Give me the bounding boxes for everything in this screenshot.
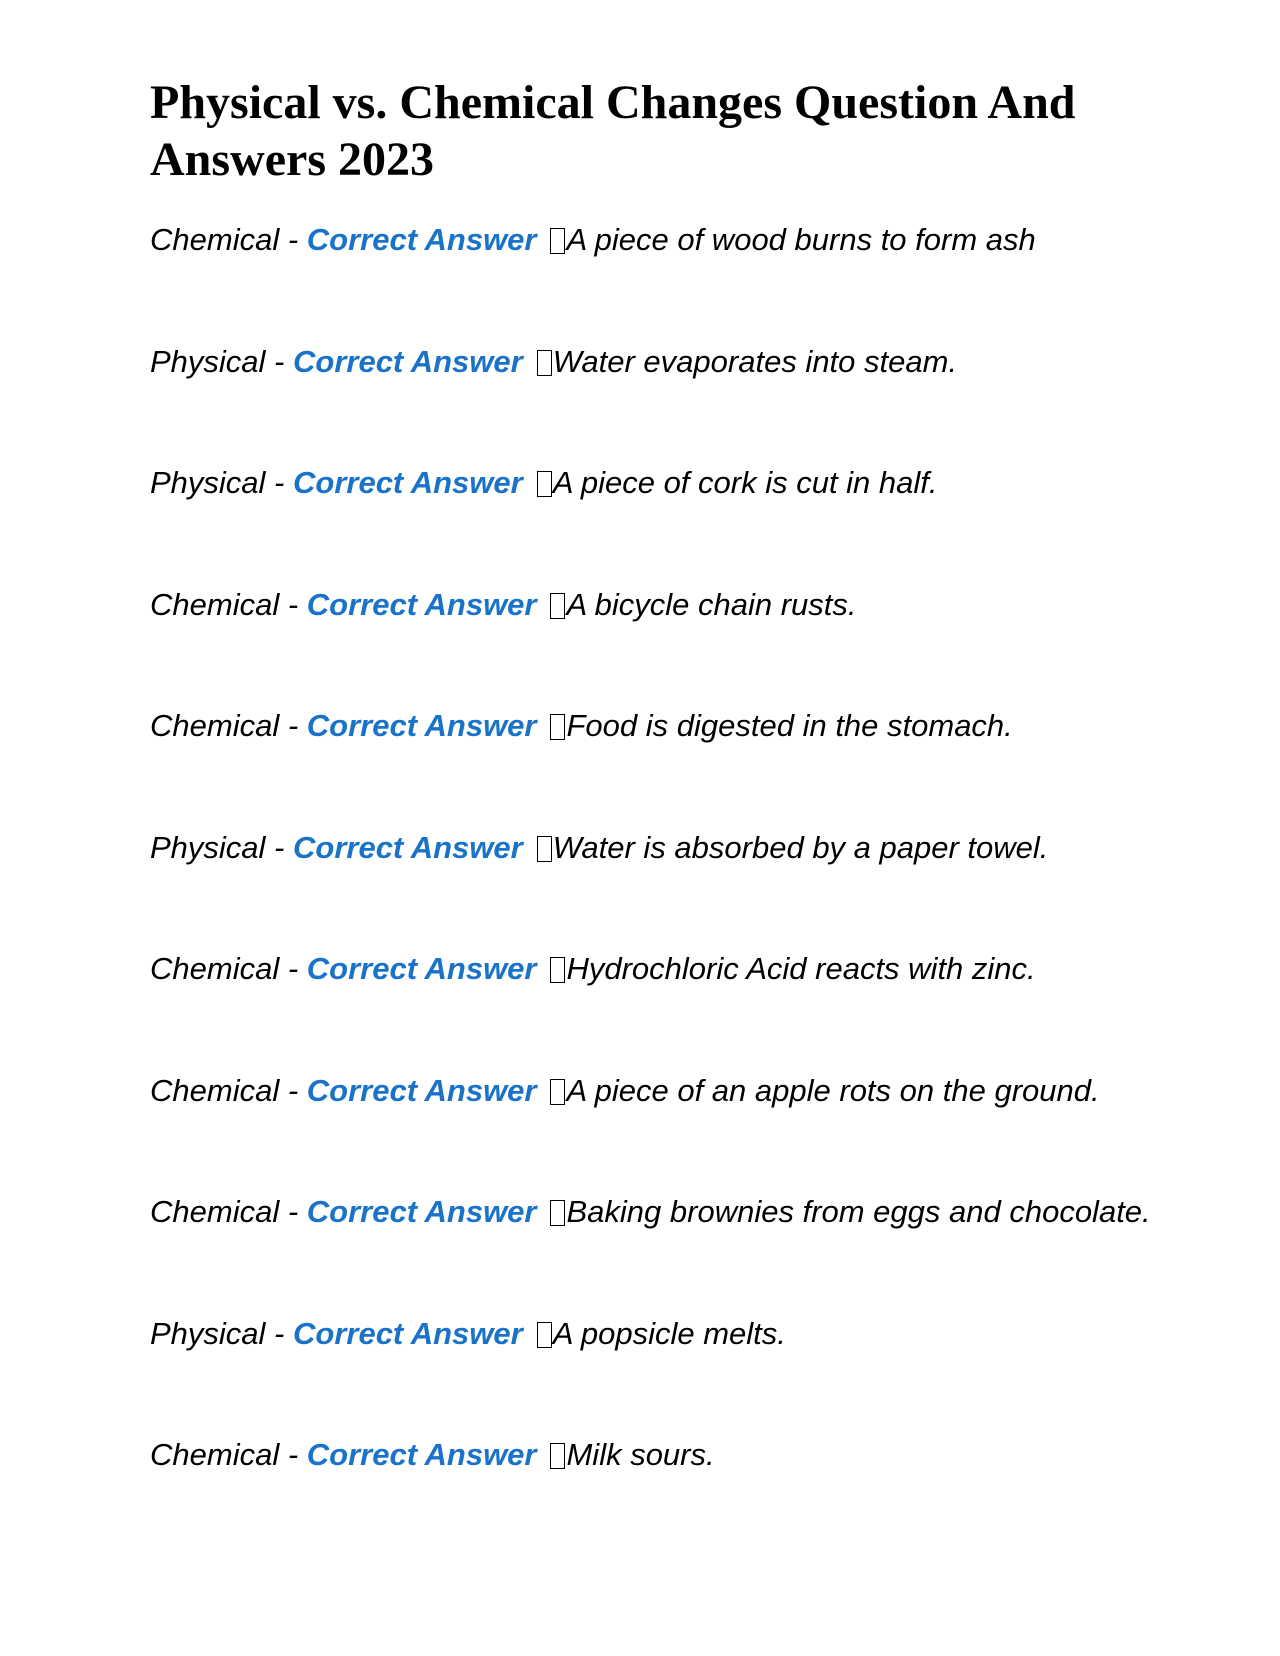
answer-type: Physical bbox=[150, 343, 266, 379]
correct-answer-label: Correct Answer bbox=[306, 586, 537, 622]
answer-type: Physical bbox=[150, 465, 266, 500]
question-text: A popsicle melts. bbox=[552, 1315, 786, 1351]
missing-glyph-icon bbox=[550, 1200, 565, 1226]
answer-type: Chemical bbox=[150, 586, 280, 622]
qa-item bbox=[150, 216, 1200, 338]
question-text: A piece of cork is cut in half. bbox=[552, 465, 938, 500]
answer-type: Chemical bbox=[150, 1437, 280, 1472]
qa-item bbox=[150, 1310, 1200, 1432]
separator: - bbox=[279, 1072, 307, 1108]
correct-answer-label: Correct Answer bbox=[306, 1072, 537, 1108]
separator: - bbox=[279, 708, 307, 743]
page-title: Physical vs. Chemical Changes Question And Answers 2023 bbox=[150, 76, 1076, 186]
separator: - bbox=[265, 343, 293, 379]
missing-glyph-icon bbox=[550, 228, 565, 254]
separator: - bbox=[265, 465, 293, 500]
correct-answer-label: Correct Answer bbox=[293, 465, 523, 500]
missing-glyph-icon bbox=[537, 350, 552, 376]
correct-answer-label: Correct Answer bbox=[293, 1315, 523, 1351]
missing-glyph-icon bbox=[537, 471, 552, 497]
separator: - bbox=[279, 951, 307, 986]
correct-answer-label: Correct Answer bbox=[306, 222, 537, 257]
separator: - bbox=[265, 829, 293, 865]
correct-answer-label: Correct Answer bbox=[306, 708, 537, 743]
answer-type: Chemical bbox=[150, 708, 280, 743]
qa-item bbox=[150, 459, 1200, 581]
question-text: A piece of wood burns to form ash bbox=[566, 222, 1036, 257]
answer-type: Physical bbox=[150, 1315, 266, 1351]
answer-type: Chemical bbox=[150, 1194, 280, 1229]
missing-glyph-icon bbox=[550, 714, 565, 740]
separator: - bbox=[279, 586, 307, 622]
answer-type: Physical bbox=[150, 829, 266, 865]
missing-glyph-icon bbox=[537, 836, 552, 862]
question-text: Water is absorbed by a paper towel. bbox=[552, 829, 1049, 865]
separator: - bbox=[265, 1315, 293, 1351]
question-text: A piece of an apple rots on the ground. bbox=[566, 1072, 1100, 1108]
qa-item bbox=[150, 945, 1200, 1067]
answer-type: Chemical bbox=[150, 951, 280, 986]
missing-glyph-icon bbox=[537, 1322, 552, 1348]
correct-answer-label: Correct Answer bbox=[306, 1194, 537, 1229]
question-text: A bicycle chain rusts. bbox=[566, 586, 857, 622]
answer-type: Chemical bbox=[150, 222, 280, 257]
missing-glyph-icon bbox=[550, 1079, 565, 1105]
missing-glyph-icon bbox=[550, 593, 565, 619]
qa-item bbox=[150, 338, 1200, 460]
qa-item bbox=[150, 702, 1200, 824]
correct-answer-label: Correct Answer bbox=[306, 1437, 537, 1472]
qa-item bbox=[150, 1188, 1200, 1310]
qa-item bbox=[150, 824, 1200, 946]
question-text: Baking brownies from eggs and chocolate. bbox=[566, 1194, 1151, 1229]
separator: - bbox=[279, 1194, 307, 1229]
missing-glyph-icon bbox=[550, 957, 565, 983]
question-text: Hydrochloric Acid reacts with zinc. bbox=[566, 951, 1036, 986]
question-text: Food is digested in the stomach. bbox=[566, 708, 1013, 743]
question-text: Water evaporates into steam. bbox=[552, 343, 958, 379]
separator: - bbox=[279, 222, 307, 257]
answer-type: Chemical bbox=[150, 1072, 280, 1108]
qa-item bbox=[150, 581, 1200, 703]
qa-item bbox=[150, 1431, 1200, 1553]
correct-answer-label: Correct Answer bbox=[293, 829, 523, 865]
qa-list bbox=[150, 216, 1200, 1553]
missing-glyph-icon bbox=[550, 1443, 565, 1469]
qa-item bbox=[150, 1067, 1200, 1189]
question-text: Milk sours. bbox=[566, 1437, 715, 1472]
correct-answer-label: Correct Answer bbox=[306, 951, 537, 986]
separator: - bbox=[279, 1437, 307, 1472]
correct-answer-label: Correct Answer bbox=[293, 343, 523, 379]
